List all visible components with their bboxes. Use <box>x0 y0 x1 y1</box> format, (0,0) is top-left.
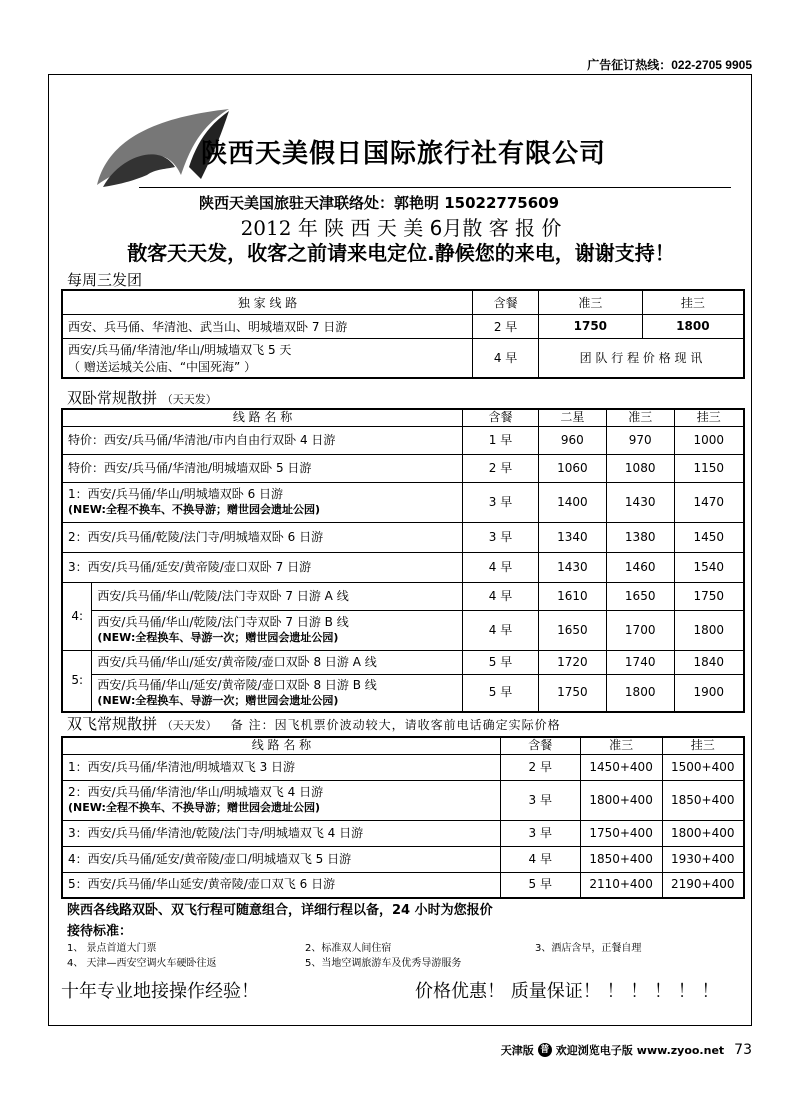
price-cell: 1650 <box>538 610 606 650</box>
price-cell: 1470 <box>674 482 744 522</box>
route-cell: 特价：西安/兵马俑/华清池/市内自由行双卧 4 日游 <box>62 426 463 454</box>
price-cell: 1430 <box>538 552 606 582</box>
route-extra: (NEW:全程换车、导游一次；赠世园会遗址公园) <box>97 693 339 707</box>
section-sleeper-label: 双卧常规散拼 <box>67 389 158 407</box>
meal-cell: 2 早 <box>473 314 539 338</box>
route-cell: 特价：西安/兵马俑/华清池/明城墙双卧 5 日游 <box>62 454 463 482</box>
header-cell: 线 路 名 称 <box>62 737 500 754</box>
price-cell: 2110+400 <box>580 872 662 898</box>
price-cell: 1900 <box>674 674 744 712</box>
price-cell: 2190+400 <box>662 872 744 898</box>
group-label: 5: <box>62 650 92 712</box>
table-row <box>62 552 744 582</box>
price-cell: 1060 <box>538 454 606 482</box>
price-cell: 1750 <box>538 674 606 712</box>
section-sleeper-note: （天天发） <box>161 393 217 406</box>
sleeper-routes-table <box>61 408 745 713</box>
table-row <box>62 754 744 780</box>
section-flight-title <box>67 713 561 734</box>
price-cell: 1650 <box>606 582 674 610</box>
standard-item: 2、标准双人间住宿 <box>305 943 392 954</box>
price-cell: 1750+400 <box>580 820 662 846</box>
price-cell: 1610 <box>538 582 606 610</box>
route-cell: 1：西安/兵马俑/华清池/明城墙双飞 3 日游 <box>62 754 500 780</box>
header-cell: 挂三 <box>674 409 744 426</box>
price-cell: 1460 <box>606 552 674 582</box>
price-cell: 1800 <box>606 674 674 712</box>
header-cell: 准三 <box>606 409 674 426</box>
price-cell: 1800+400 <box>580 780 662 820</box>
footer-edition: 天津版 <box>500 1044 534 1057</box>
table-row <box>62 454 744 482</box>
price-cell: 1800 <box>674 610 744 650</box>
route-line: 西安/兵马俑/华山/延安/黄帝陵/壶口双卧 8 日游 B 线 <box>97 677 377 692</box>
meal-cell: 4 早 <box>473 338 539 378</box>
price-cell: 1800 <box>642 314 744 338</box>
standard-item: 3、酒店含早，正餐自理 <box>535 943 642 954</box>
route-line: 1：西安/兵马俑/华山/明城墙双卧 6 日游 <box>68 487 284 501</box>
table-row <box>62 674 744 712</box>
price-cell: 1000 <box>674 426 744 454</box>
route-cell: 西安/兵马俑/华山/乾陵/法门寺双卧 7 日游 A 线 <box>92 582 463 610</box>
table-row <box>62 610 744 650</box>
standard-item: 5、当地空调旅游车及优秀导游服务 <box>305 958 462 969</box>
table-row <box>62 650 744 674</box>
header-cell: 二星 <box>538 409 606 426</box>
route-cell <box>92 610 463 650</box>
price-cell: 1930+400 <box>662 846 744 872</box>
standards-title: 接待标准： <box>67 924 133 939</box>
footer-url[interactable]: www.zyoo.net <box>636 1043 725 1057</box>
route-cell <box>62 482 463 522</box>
table-row <box>62 780 744 820</box>
footer-badge-icon: 普 <box>538 1043 552 1057</box>
price-cell: 1750 <box>538 314 642 338</box>
header-cell: 含餐 <box>473 290 539 314</box>
route-line: 2：西安/兵马俑/华清池/华山/明城墙双飞 4 日游 <box>68 785 324 799</box>
meal-cell: 4 早 <box>463 582 539 610</box>
header-cell: 挂三 <box>662 737 744 754</box>
meal-cell: 1 早 <box>463 426 539 454</box>
meal-cell: 4 早 <box>500 846 580 872</box>
header-cell: 含餐 <box>500 737 580 754</box>
ad-hotline: 广告征订热线：022-2705 9905 <box>587 58 752 72</box>
header-cell: 线 路 名 称 <box>62 409 463 426</box>
route-cell <box>62 780 500 820</box>
meal-cell: 3 早 <box>463 482 539 522</box>
header-cell: 准三 <box>580 737 662 754</box>
route-line: 西安/兵马俑/华山/乾陵/法门寺双卧 7 日游 B 线 <box>97 615 349 629</box>
page-footer <box>501 1042 752 1058</box>
route-extra: (NEW:全程不换车、不换导游；赠世园会遗址公园) <box>68 801 320 814</box>
price-cell: 1850+400 <box>662 780 744 820</box>
route-cell: 西安、兵马俑、华清池、武当山、明城墙双卧 7 日游 <box>62 314 473 338</box>
price-note-cell: 团 队 行 程 价 格 现 讯 <box>538 338 744 378</box>
price-cell: 1720 <box>538 650 606 674</box>
table-row <box>62 314 744 338</box>
price-cell: 1380 <box>606 522 674 552</box>
price-cell: 1080 <box>606 454 674 482</box>
meal-cell: 3 早 <box>500 780 580 820</box>
header-cell: 含餐 <box>463 409 539 426</box>
headline-year: 2012 <box>240 216 292 240</box>
price-cell: 960 <box>538 426 606 454</box>
headline-text: 年 陕 西 天 美 6月散 客 报 价 <box>297 216 562 240</box>
section-sleeper-title <box>67 387 217 408</box>
footer-text: 欢迎浏览电子版 <box>555 1044 633 1057</box>
divider <box>139 187 731 188</box>
slogan: 散客天天发，收客之前请来电定位.静候您的来电，谢谢支持！ <box>127 241 675 265</box>
route-cell <box>92 674 463 712</box>
meal-cell: 2 早 <box>500 754 580 780</box>
table-header-row <box>62 409 744 426</box>
meal-cell: 5 早 <box>500 872 580 898</box>
price-cell: 1450 <box>674 522 744 552</box>
price-cell: 1450+400 <box>580 754 662 780</box>
contact-line: 陕西天美国旅驻天津联络处：郭艳明 15022775609 <box>199 194 560 212</box>
price-cell: 1540 <box>674 552 744 582</box>
table-row <box>62 846 744 872</box>
section-flight-note: 备 注：因飞机票价波动较大，请收客前电话确定实际价格 <box>230 718 561 732</box>
standard-item: 4、 天津—西安空调火车硬卧往返 <box>67 958 217 969</box>
table-row <box>62 872 744 898</box>
route-cell: 3：西安/兵马俑/延安/黄帝陵/壶口双卧 7 日游 <box>62 552 463 582</box>
company-name: 陕西天美假日国际旅行社有限公司 <box>201 139 607 169</box>
meal-cell: 2 早 <box>463 454 539 482</box>
price-cell: 1840 <box>674 650 744 674</box>
meal-cell: 3 早 <box>500 820 580 846</box>
table-header-row <box>62 290 744 314</box>
combine-note: 陕西各线路双卧、双飞行程可随意组合，详细行程以备，24 小时为您报价 <box>67 903 493 918</box>
route-cell: 4：西安/兵马俑/延安/黄帝陵/壶口/明城墙双飞 5 日游 <box>62 846 500 872</box>
price-cell: 1700 <box>606 610 674 650</box>
price-cell: 1800+400 <box>662 820 744 846</box>
page-number: 73 <box>734 1042 752 1058</box>
section-flight-paren: （天天发） <box>161 719 217 732</box>
route-line: （ 赠送运城关公庙、“中国死海” ） <box>68 359 257 374</box>
flight-routes-table <box>61 736 745 899</box>
exclusive-routes-table <box>61 289 745 379</box>
table-row <box>62 820 744 846</box>
price-cell: 1340 <box>538 522 606 552</box>
experience-slogan: 十年专业地接操作经验！ <box>61 981 259 1002</box>
route-cell: 3：西安/兵马俑/华清池/乾陵/法门寺/明城墙双飞 4 日游 <box>62 820 500 846</box>
table-row <box>62 582 744 610</box>
table-row <box>62 522 744 552</box>
route-line: 西安/兵马俑/华清池/华山/明城墙双飞 5 天 <box>68 342 292 357</box>
route-cell: 西安/兵马俑/华山/延安/黄帝陵/壶口双卧 8 日游 A 线 <box>92 650 463 674</box>
standard-item: 1、 景点首道大门票 <box>67 943 157 954</box>
table-row <box>62 482 744 522</box>
meal-cell: 3 早 <box>463 522 539 552</box>
price-cell: 1740 <box>606 650 674 674</box>
price-quality-slogan: 价格优惠！ 质量保证！ ！ ！ ！ ！ ！ <box>415 981 720 1002</box>
group-label: 4: <box>62 582 92 650</box>
price-cell: 1400 <box>538 482 606 522</box>
price-cell: 1500+400 <box>662 754 744 780</box>
price-cell: 1430 <box>606 482 674 522</box>
advertisement-frame <box>48 74 752 1026</box>
meal-cell: 4 早 <box>463 552 539 582</box>
header-cell: 准三 <box>538 290 642 314</box>
section-flight-label: 双飞常规散拼 <box>67 715 158 733</box>
table-row <box>62 338 744 378</box>
price-cell: 1750 <box>674 582 744 610</box>
route-extra: (NEW:全程换车、导游一次；赠世园会遗址公园) <box>97 631 339 644</box>
header-cell: 挂三 <box>642 290 744 314</box>
meal-cell: 5 早 <box>463 650 539 674</box>
price-cell: 1850+400 <box>580 846 662 872</box>
table-header-row <box>62 737 744 754</box>
price-cell: 970 <box>606 426 674 454</box>
price-cell: 1150 <box>674 454 744 482</box>
meal-cell: 4 早 <box>463 610 539 650</box>
route-extra: (NEW:全程不换车、不换导游；赠世园会遗址公园) <box>68 503 320 516</box>
section-weekly-title: 每周三发团 <box>67 271 143 289</box>
route-cell: 2：西安/兵马俑/乾陵/法门寺/明城墙双卧 6 日游 <box>62 522 463 552</box>
route-cell <box>62 338 473 378</box>
meal-cell: 5 早 <box>463 674 539 712</box>
header-cell: 独 家 线 路 <box>62 290 473 314</box>
route-cell: 5：西安/兵马俑/华山延安/黄帝陵/壶口双飞 6 日游 <box>62 872 500 898</box>
table-row <box>62 426 744 454</box>
